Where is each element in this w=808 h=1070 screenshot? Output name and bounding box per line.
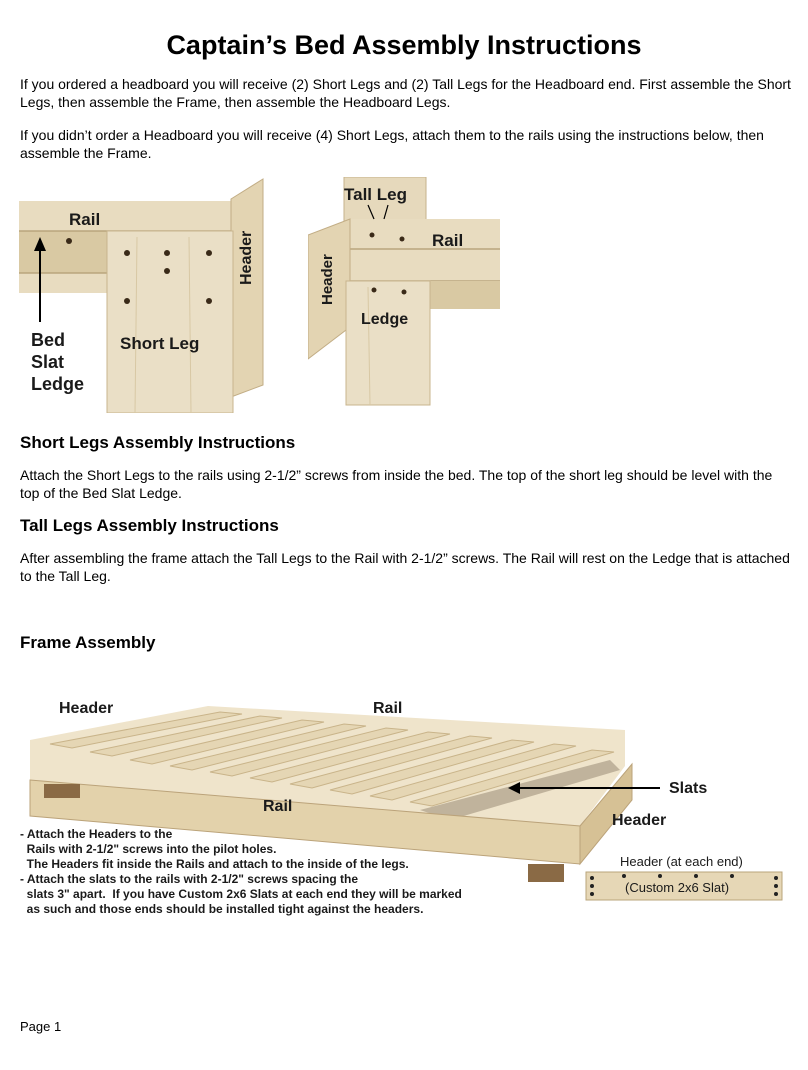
label-bed: Bed [31,330,66,350]
label-tall-leg: Tall Leg [344,185,407,204]
label-slats: Slats [669,780,708,797]
label-header-each-end: Header (at each end) [620,854,743,869]
label-header-top: Header [59,700,114,717]
frame-note-line: slats 3" apart. If you have Custom 2x6 Slats at each end they will be marked [20,887,462,901]
frame-assembly-heading: Frame Assembly [20,633,156,652]
label-ledge: Ledge [31,374,85,394]
label-rail: Rail [432,231,464,250]
frame-note-line: as such and those ends should be installed tight against the headers. [20,902,424,916]
intro-paragraph-headboard: If you ordered a headboard you will receive (2) Short Legs and (2) Tall Legs for the Headboard end. First assemble the Short Legs, then assemble the Frame, then assemble the Headboard Legs. [20,76,791,110]
tall-legs-heading: Tall Legs Assembly Instructions [20,516,279,535]
label-short-leg: Short Leg [120,334,200,353]
frame-note-line: - Attach the Headers to the [20,827,173,841]
intro-paragraph-no-headboard: If you didn’t order a Headboard you will receive (4) Short Legs, attach them to the rails using the instructions below, then assemble the Frame. [20,127,764,161]
short-legs-heading: Short Legs Assembly Instructions [20,433,296,452]
label-rail-front: Rail [263,798,293,815]
frame-note-line: - Attach the slats to the rails with 2-1/2" screws spacing the [20,872,359,886]
tall-leg-photo [308,177,500,413]
label-ledge: Ledge [361,311,409,328]
label-rail-top: Rail [373,700,403,717]
label-custom-slat: (Custom 2x6 Slat) [625,880,730,895]
tall-legs-text: After assembling the frame attach the Tall Legs to the Rail with 2-1/2” screws. The Rail will rest on the Ledge that is attached to the Tall Leg. [20,550,790,584]
short-leg-photo [19,177,264,413]
label-slat: Slat [31,352,65,372]
label-header: Header [238,230,255,285]
frame-assembly-photo [20,678,800,930]
frame-note-line: Rails with 2-1/2" screws into the pilot holes. [20,842,277,856]
page-title: Captain’s Bed Assembly Instructions [166,30,642,60]
label-header-right: Header [612,812,667,829]
label-header: Header [319,254,336,305]
page-number: Page 1 [20,1019,62,1034]
frame-note-line: The Headers fit inside the Rails and attach to the inside of the legs. [20,857,409,871]
short-legs-text: Attach the Short Legs to the rails using 2-1/2” screws from inside the bed. The top of the short leg should be level with the top of the Bed Slat Ledge. [20,467,773,501]
label-rail: Rail [69,210,101,229]
